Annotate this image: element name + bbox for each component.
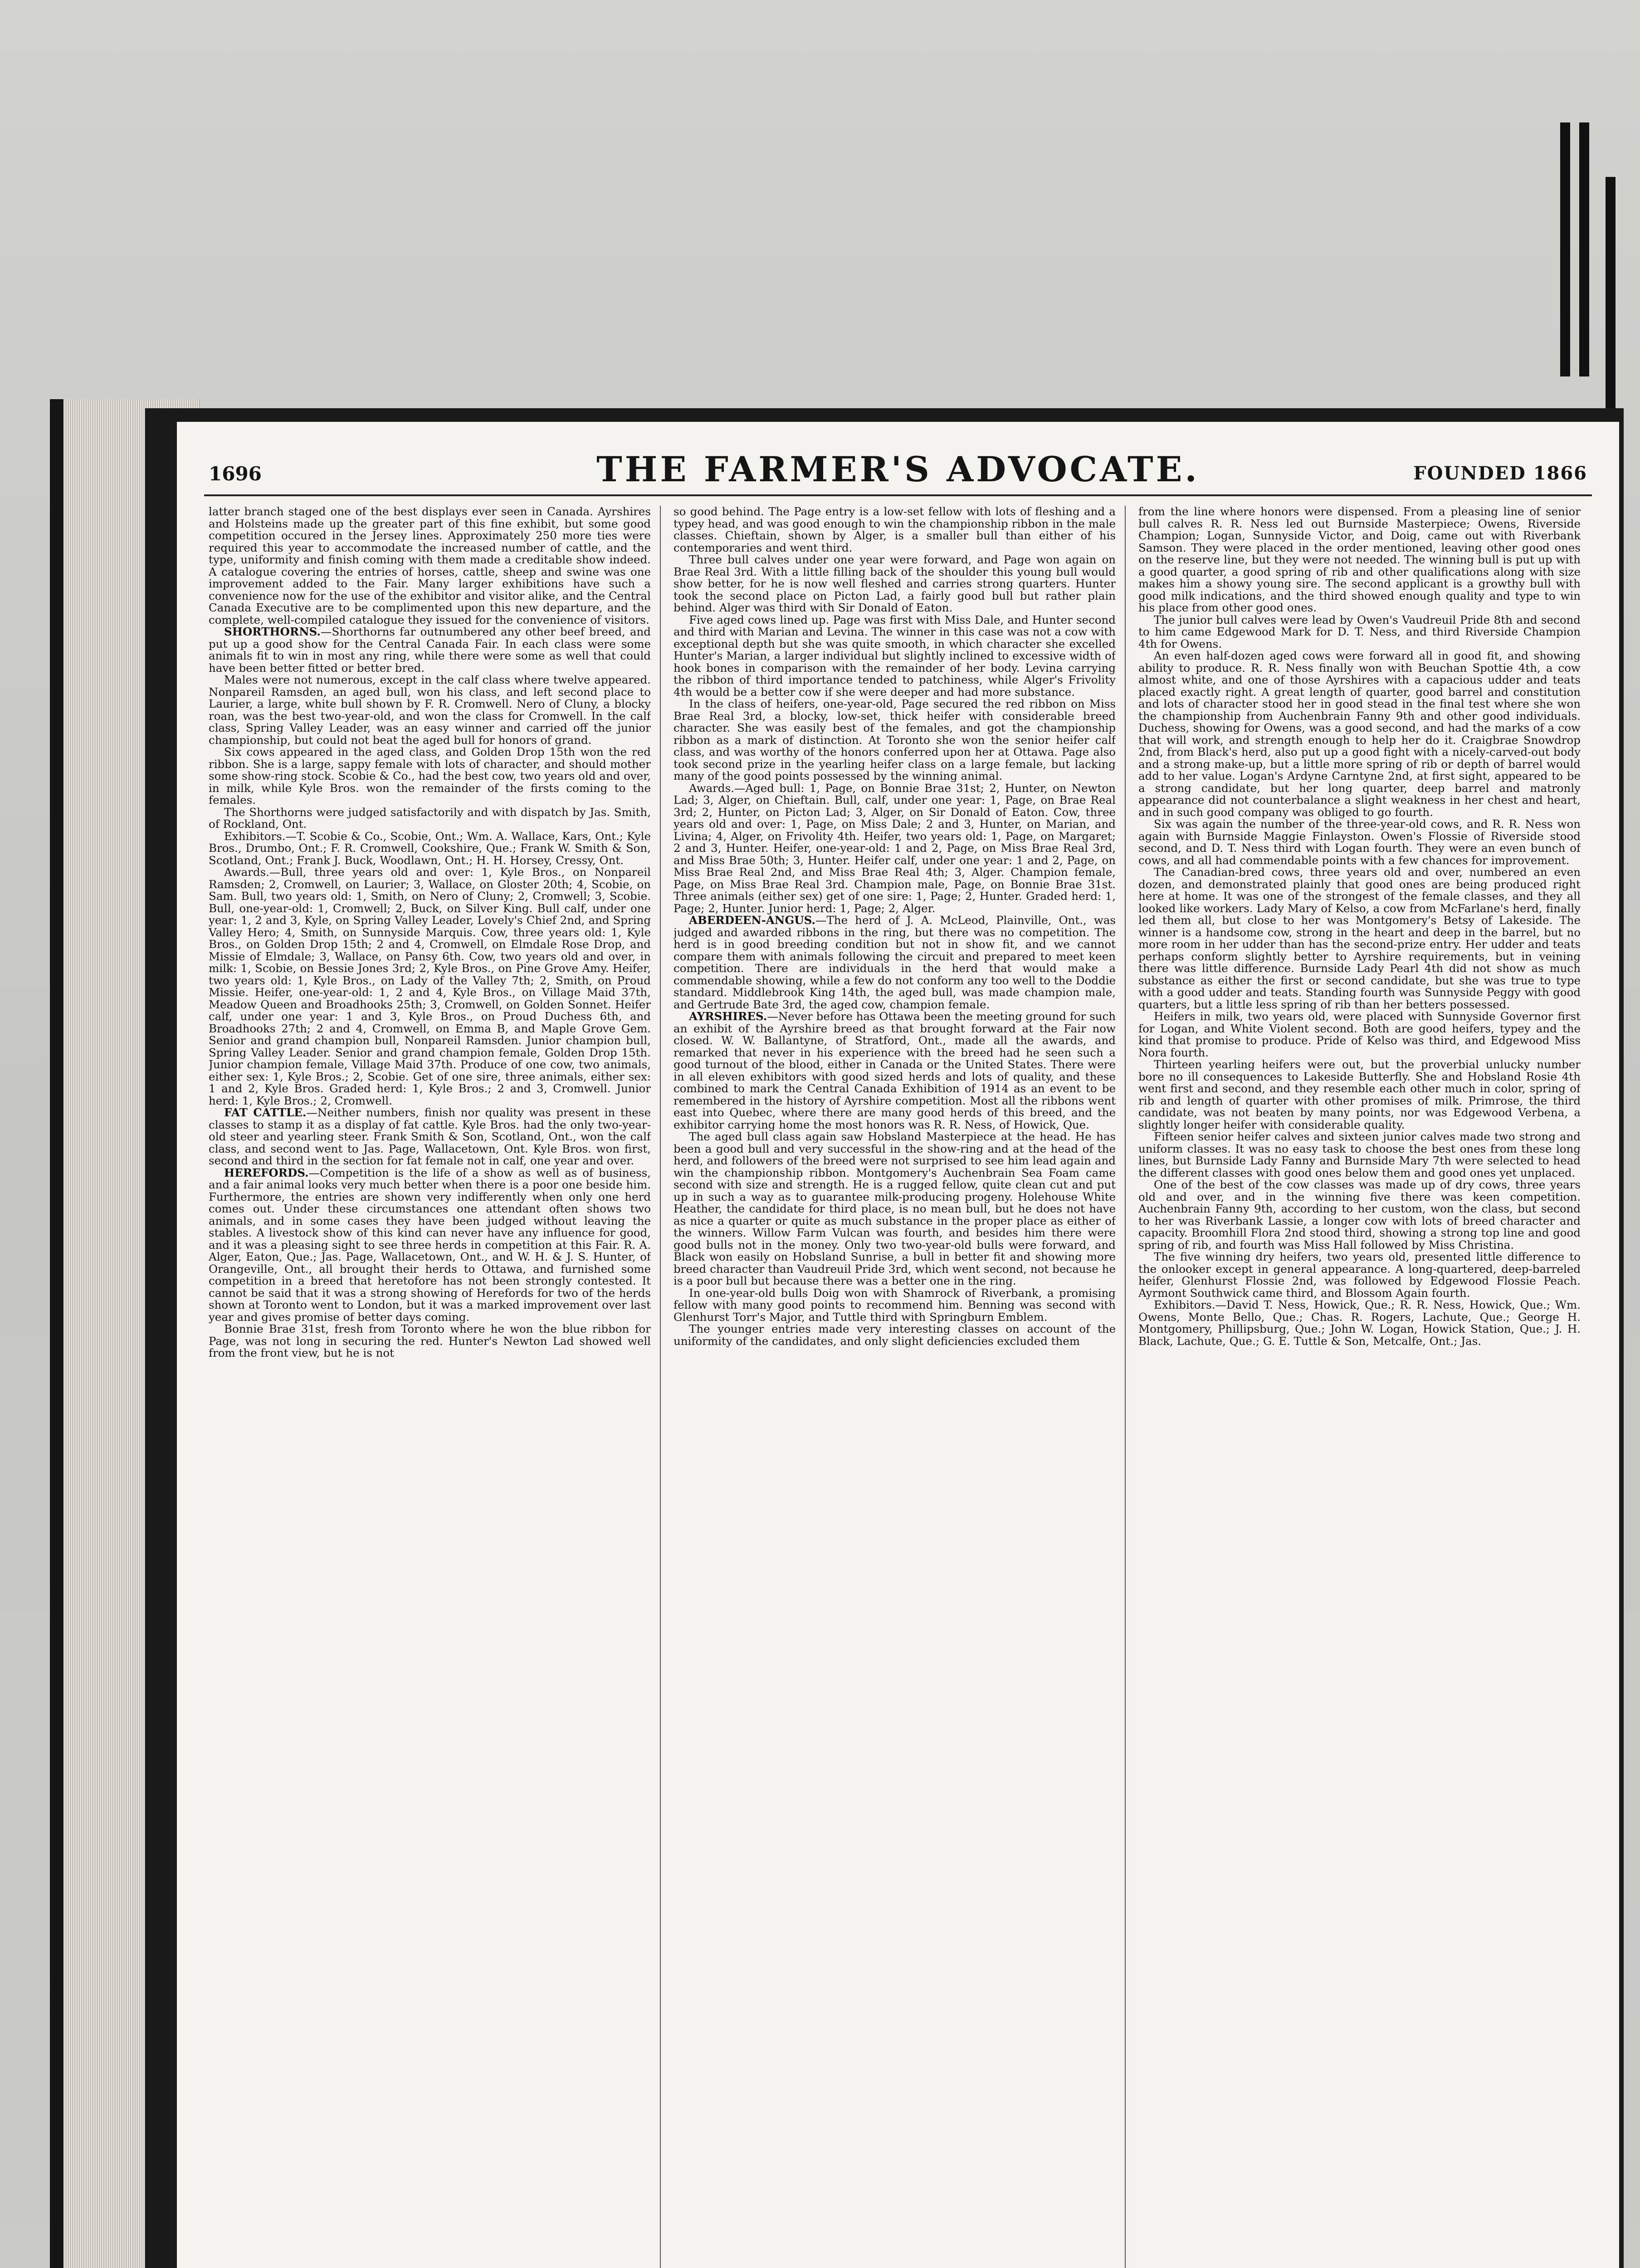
- page-header: [177, 449, 1619, 490]
- founded-note: FOUNDED 1866: [1413, 463, 1587, 484]
- article-column-2: [674, 506, 1116, 2268]
- paragraph-text: —Competition is the life of a show as well as of business, and a fair animal looks very much better when there is a poor one beside him. Furthermore, the entries are shown very indifferently when only one herd comes out. Under these circumstances one attendant often shows two animals, and in some cases they have been judged without leaving the stables. A livestock show of this kind can never have any influence for good, and it was a pleasing sight to see three herds in competition at this Fair. R. A. Alger, Eaton, Que.; Jas. Page, Wallacetown, Ont., and W. H. & J. S. Hunter, of Orangeville, Ont., all brought their herds to Ottawa, and furnished some competition in a breed that heretofore has not been strongly contested. It cannot be said that it was a strong showing of Herefords for two of the herds shown at Toronto went to London, but it was a marked improvement over last year and gives promise of better days coming.: [209, 1166, 651, 1324]
- paragraph-text: The younger entries made very interesting classes on account of the uniformity of the candidates, and only slight deficiencies excluded them: [674, 1322, 1116, 1348]
- section-heading: SHORTHORNS.: [224, 625, 321, 638]
- article-paragraph: [1138, 1011, 1581, 1059]
- column-divider: [660, 506, 661, 2268]
- paragraph-text: —Neither numbers, finish nor quality was present in these classes to stamp it as a display of fat cattle. Kyle Bros. had the only two-year-old steer and yearling steer. Frank Smith & Son, Scotland, Ont., won the calf class, and second went to Jas. Page, Wallacetown, Ont. Kyle Bros. won first, second and third in the section for fat female not in calf, one year and over.: [209, 1106, 651, 1167]
- article-paragraph: [674, 1011, 1116, 1131]
- article-column-3: [1138, 506, 1581, 2268]
- paragraph-text: Awards.—Aged bull: 1, Page, on Bonnie Brae 31st; 2, Hunter, on Newton Lad; 3, Alger, on Chieftain. Bull, calf, under one year: 1, Page, on Brae Real 3rd; 2, Hunter, on Picton Lad; 3, Alger, on Sir Donald of Eaton. Cow, three years old and over: 1, Page, on Miss Dale; 2 and 3, Hunter, on Marian, and Livina; 4, Alger, on Frivolity 4th. Heifer, two years old: 1, Page, on Margaret; 2 and 3, Hunter. Heifer, one-year-old: 1 and 2, Page, on Miss Brae Real 3rd, and Miss Brae 50th; 3, Hunter. Heifer calf, under one year: 1 and 2, Page, on Miss Brae Real 2nd, and Miss Brae Real 4th; 3, Alger. Champion female, Page, on Miss Brae Real 3rd. Champion male, Page, on Bonnie Brae 31st. Three animals (either sex) get of one sire: 1, Page; 2, Hunter. Graded herd: 1, Page; 2, Hunter. Junior herd: 1, Page; 2, Alger.: [674, 781, 1116, 915]
- paragraph-text: Awards.—Bull, three years old and over: 1, Kyle Bros., on Nonpareil Ramsden; 2, Cromwell, on Laurier; 3, Wallace, on Gloster 20th; 4, Scobie, on Sam. Bull, two years old: 1, Smith, on Nero of Cluny; 2, Cromwell; 3, Scobie. Bull, one-year-old: 1, Cromwell; 2, Buck, on Silver King. Bull calf, under one year: 1, 2 and 3, Kyle, on Spring Valley Leader, Lovely's Chief 2nd, and Spring Valley Hero; 4, Smith, on Sunnyside Marquis. Cow, three years old: 1, Kyle Bros., on Golden Drop 15th; 2 and 4, Cromwell, on Elmdale Rose Drop, and Missie of Elmdale; 3, Wallace, on Pansy 6th. Cow, two years old and over, in milk: 1, Scobie, on Bessie Jones 3rd; 2, Kyle Bros., on Pine Grove Amy. Heifer, two years old: 1, Kyle Bros., on Lady of the Valley 7th; 2, Smith, on Proud Missie. Heifer, one-year-old: 1, 2 and 4, Kyle Bros., on Village Maid 37th, Meadow Queen and Broadhooks 25th; 3, Cromwell, on Golden Sonnet. Heifer calf, under one year: 1 and 3, Kyle Bros., on Proud Duchess 6th, and Broadhooks 27th; 2 and 4, Cromwell, on Emma B, and Maple Grove Gem. Senior and grand champion bull, Nonpareil Ramsden. Junior champion bull, Spring Valley Leader. Senior and grand champion female, Golden Drop 15th. Junior champion female, Village Maid 37th. Produce of one cow, two animals, either sex: 1, Kyle Bros.; 2, Scobie. Get of one sire, three animals, either sex: 1 and 2, Kyle Bros. Graded herd: 1, Kyle Bros.; 2 and 3, Cromwell. Junior herd: 1, Kyle Bros.; 2, Cromwell.: [209, 865, 651, 1107]
- article-paragraph: [674, 698, 1116, 782]
- article-paragraph: [1138, 650, 1581, 818]
- scanner-bar: [1579, 122, 1589, 376]
- newspaper-page: [177, 422, 1619, 2268]
- article-paragraph: [674, 614, 1116, 699]
- article-paragraph: [1138, 506, 1581, 614]
- section-heading: HEREFORDS.: [224, 1166, 309, 1179]
- paragraph-text: Exhibitors.—T. Scobie & Co., Scobie, Ont.; Wm. A. Wallace, Kars, Ont.; Kyle Bros., Drumbo, Ont.; F. R. Cromwell, Cookshire, Que.; Frank W. Smith & Son, Scotland, Ont.; Frank J. Buck, Woodlawn, Ont.; H. H. Horsey, Cressy, Ont.: [209, 829, 651, 867]
- paragraph-text: Heifers in milk, two years old, were placed with Sunnyside Governor first for Logan, and White Violent second. Both are good heifers, typey and the kind that promise to produce. Pride of Kelso was third, and Edgewood Miss Nora fourth.: [1138, 1010, 1581, 1059]
- paragraph-text: The five winning dry heifers, two years old, presented little difference to the onlooker except in general appearance. A long-quartered, deep-barreled heifer, Glenhurst Flossie 2nd, was followed by Edgewood Flossie Peach. Ayrmont Southwick came third, and Blossom Again fourth.: [1138, 1250, 1581, 1300]
- paragraph-text: Bonnie Brae 31st, fresh from Toronto where he won the blue ribbon for Page, was not long in securing the red. Hunter's Newton Lad showed well from the front view, but he is not: [209, 1322, 651, 1359]
- article-paragraph: [209, 831, 651, 867]
- paragraph-text: Fifteen senior heifer calves and sixteen junior calves made two strong and uniform classes. It was no easy task to choose the best ones from these long lines, but Burnside Lady Fanny and Burnside Mary 7th were selected to head the different classes with good ones below them and good ones yet unplaced.: [1138, 1130, 1581, 1179]
- paragraph-text: In one-year-old bulls Doig won with Shamrock of Riverbank, a promising fellow with many good points to recommend him. Benning was second with Glenhurst Torr's Major, and Tuttle third with Springburn Emblem.: [674, 1286, 1116, 1324]
- paragraph-text: Thirteen yearling heifers were out, but the proverbial unlucky number bore no ill consequences to Lakeside Butterfly. She and Hobsland Rosie 4th went first and second, and they resemble each other much in color, spring of rib and length of quarter with other promises of milk. Primrose, the third candidate, was not beaten by many points, nor was Edgewood Verbena, a slightly longer heifer with considerable quality.: [1138, 1058, 1581, 1131]
- section-heading: FAT CATTLE.: [224, 1106, 307, 1119]
- article-paragraph: [1138, 1179, 1581, 1251]
- article-paragraph: [209, 626, 651, 674]
- article-paragraph: [1138, 1251, 1581, 1299]
- article-paragraph: [1138, 1131, 1581, 1179]
- article-paragraph: [674, 1131, 1116, 1287]
- article-paragraph: [674, 554, 1116, 614]
- article-column-1: [209, 506, 651, 2268]
- paragraph-text: —Shorthorns far outnumbered any other beef breed, and put up a good show for the Central Canada Fair. In each class were some animals fit to win in most any ring, while there were some as well that could have been better fitted or better bred.: [209, 625, 651, 675]
- article-paragraph: [674, 1287, 1116, 1324]
- paragraph-text: from the line where honors were dispensed. From a pleasing line of senior bull calves R. R. Ness led out Burnside Masterpiece; Owens, Riverside Champion; Logan, Sunnyside Victor, and Doig, came out with Riverbank Samson. They were placed in the order mentioned, leaving other good ones on the reserve line, but they were not needed. The winning bull is put up with a good quarter, a good spring of rib and other qualifications along with size makes him a showy young sire. The second applicant is a growthy bull with good milk indications, and the third showed enough quality and type to win his place from other good ones.: [1138, 506, 1581, 614]
- journal-title: THE FARMER'S ADVOCATE.: [596, 449, 1200, 489]
- paragraph-text: The Shorthorns were judged satisfactorily and with dispatch by Jas. Smith, of Rockland, Ont.: [209, 805, 651, 831]
- article-paragraph: [674, 506, 1116, 554]
- page-number: 1696: [209, 463, 262, 485]
- paragraph-text: Six was again the number of the three-year-old cows, and R. R. Ness won again with Burnside Maggie Finlayston. Owen's Flossie of Riverside stood second, and D. T. Ness third with Logan fourth. They were an even bunch of cows, and all had commendable points with a few chances for improvement.: [1138, 817, 1581, 867]
- paragraph-text: Exhibitors.—David T. Ness, Howick, Que.; R. R. Ness, Howick, Que.; Wm. Owens, Monte Bello, Que.; Chas. R. Rogers, Lachute, Que.; George H. Montgomery, Phillipsburg, Que.; John W. Logan, Howick Station, Que.; J. H. Black, Lachute, Que.; G. E. Tuttle & Son, Metcalfe, Ont.; Jas.: [1138, 1298, 1581, 1348]
- paragraph-text: An even half-dozen aged cows were forward all in good fit, and showing ability to produce. R. R. Ness finally won with Beuchan Spottie 4th, a cow almost white, and one of those Ayrshires with a capacious udder and teats placed exactly right. A great length of quarter, good barrel and constitution and lots of character stood her in good stead in the final test where she won the championship from Auchenbrain Fanny 9th and other good individuals. Duchess, showing for Owens, was a good second, and had the marks of a cow that will work, and strength enough to help her do it. Craigbrae Snowdrop 2nd, from Black's herd, also put up a good fight with a nicely-carved-out body and a strong make-up, but a little more spring of rib or depth of barrel would add to her value. Logan's Ardyne Carntyne 2nd, at first sight, appeared to be a strong candidate, but her long quarter, deep barrel and matronly appearance did not counterbalance a slight weakness in her chest and heart, and in such good company was obliged to go fourth.: [1138, 649, 1581, 819]
- paragraph-text: The junior bull calves were lead by Owen's Vaudreuil Pride 8th and second to him came Edgewood Mark for D. T. Ness, and third Riverside Champion 4th for Owens.: [1138, 613, 1581, 650]
- article-paragraph: [1138, 614, 1581, 650]
- paragraph-text: —The herd of J. A. McLeod, Plainville, Ont., was judged and awarded ribbons in the ring, but there was no competition. The herd is in good breeding condition but not in show fit, and we cannot compare them with animals following the circuit and prepared to meet keen competition. There are individuals in the herd that would make a commendable showing, while a few do not conform any too well to the Doddie standard. Middlebrook King 14th, the aged bull, was made champion male, and Gertrude Bate 3rd, the aged cow, champion female.: [674, 914, 1116, 1011]
- article-paragraph: [1138, 818, 1581, 866]
- article-paragraph: [209, 746, 651, 807]
- article-paragraph: [209, 807, 651, 831]
- article-paragraph: [209, 1323, 651, 1359]
- article-paragraph: [1138, 1059, 1581, 1131]
- article-paragraph: [209, 1107, 651, 1167]
- paragraph-text: Five aged cows lined up. Page was first with Miss Dale, and Hunter second and third with Marian and Levina. The winner in this case was not a cow with exceptional depth but she was quite smooth, in which character she excelled Hunter's Marian, a larger individual but slightly inclined to excessive width of hook bones in comparison with the remainder of her body. Levina carrying the ribbon of third importance tended to patchiness, while Alger's Frivolity 4th would be a better cow if she were deeper and had more substance.: [674, 613, 1116, 699]
- article-paragraph: [674, 914, 1116, 1011]
- paragraph-text: The Canadian-bred cows, three years old and over, numbered an even dozen, and demonstrated plainly that good ones are being produced right here at home. It was one of the strongest of the female classes, and they all looked like workers. Lady Mary of Kelso, a cow from McFarlane's herd, finally led them all, but close to her was Montgomery's Betsy of Lakeside. The winner is a handsome cow, strong in the heart and deep in the barrel, but no more room in her udder than has the second-prize entry. Her udder and teats perhaps conform slightly better to Ayrshire requirements, but in veining there was little difference. Burnside Lady Pearl 4th did not show as much substance as either the first or second candidate, but she was true to type with a good udder and teats. Standing fourth was Sunnyside Peggy with good quarters, but a little less spring of rib than her betters possessed.: [1138, 865, 1581, 1011]
- article-paragraph: [1138, 866, 1581, 1011]
- column-divider: [1125, 506, 1126, 2268]
- article-paragraph: [209, 866, 651, 1107]
- paragraph-text: Three bull calves under one year were forward, and Page won again on Brae Real 3rd. With a little filling back of the shoulder this young bull would show better, for he is now well fleshed and carries strong quarters. Hunter took the second place on Picton Lad, a fairly good bull but rather plain behind. Alger was third with Sir Donald of Eaton.: [674, 553, 1116, 614]
- paragraph-text: The aged bull class again saw Hobsland Masterpiece at the head. He has been a good bull and very successful in the show-ring and at the head of the herd, and followers of the breed were not surprised to see him lead again and win the championship ribbon. Montgomery's Auchenbrain Sea Foam came second with size and strength. He is a rugged fellow, quite clean cut and put up in such a way as to guarantee milk-producing progeny. Holehouse White Heather, the candidate for third place, is no mean bull, but he does not have as nice a quarter or quite as much substance in the proper place as either of the winners. Willow Farm Vulcan was fourth, and besides him there were good bulls not in the money. Only two two-year-old bulls were forward, and Black won easily on Hobsland Sunrise, a bull in better fit and showing more breed character than Vaudreuil Pride 3rd, which went second, not because he is a poor bull but because there was a better one in the ring.: [674, 1130, 1116, 1287]
- section-heading: ABERDEEN-ANGUS.: [689, 914, 815, 927]
- paragraph-text: In the class of heifers, one-year-old, Page secured the red ribbon on Miss Brae Real 3rd, a blocky, low-set, thick heifer with considerable breed character. She was easily best of the females, and got the championship ribbon as a mark of distinction. At Toronto she won the senior heifer calf class, and was worthy of the honors conferred upon her at Ottawa. Page also took second prize in the yearling heifer class on a large female, but lacking many of the good points possessed by the winning animal.: [674, 697, 1116, 782]
- article-paragraph: [209, 1167, 651, 1324]
- scanner-bar: [1560, 122, 1570, 376]
- section-heading: AYRSHIRES.: [689, 1010, 767, 1023]
- paragraph-text: so good behind. The Page entry is a low-set fellow with lots of fleshing and a typey head, and was good enough to win the championship ribbon in the male classes. Chieftain, shown by Alger, is a smaller bull than either of his contemporaries and went third.: [674, 506, 1116, 554]
- article-paragraph: [674, 782, 1116, 915]
- article-paragraph: [1138, 1299, 1581, 1347]
- paragraph-text: latter branch staged one of the best displays ever seen in Canada. Ayrshires and Holsteins made up the greater part of this fine exhibit, but some good competition occured in the Jersey lines. Approximately 250 more ties were required this year to accommodate the increased number of cattle, and the type, uniformity and finish coming with them made a creditable show indeed. A catalogue covering the entries of horses, cattle, sheep and swine was one improvement added to the Fair. Many larger exhibitions have such a convenience now for the use of the exhibitor and visitor alike, and the Central Canada Executive are to be complimented upon this new departure, and the complete, well-compiled catalogue they issued for the convenience of visitors.: [209, 506, 651, 626]
- paragraph-text: One of the best of the cow classes was made up of dry cows, three years old and over, and in the winning five there was keen competition. Auchenbrain Fanny 9th, according to her custom, won the class, but second to her was Riverbank Lassie, a longer cow with lots of breed character and capacity. Broomhill Flora 2nd stood third, showing a strong top line and good spring of rib, and fourth was Miss Hall followed by Miss Christina.: [1138, 1178, 1581, 1251]
- paragraph-text: Six cows appeared in the aged class, and Golden Drop 15th won the red ribbon. She is a large, sappy female with lots of character, and should mother some show-ring stock. Scobie & Co., had the best cow, two years old and over, in milk, while Kyle Bros. won the remainder of the firsts coming to the females.: [209, 745, 651, 807]
- header-rule: [204, 494, 1592, 496]
- article-paragraph: [674, 1323, 1116, 1347]
- article-paragraph: [209, 674, 651, 746]
- paragraph-text: Males were not numerous, except in the calf class where twelve appeared. Nonpareil Ramsden, an aged bull, won his class, and left second place to Laurier, a large, white bull shown by F. R. Cromwell. Nero of Cluny, a blocky roan, was the best two-year-old, and won the class for Cromwell. In the calf class, Spring Valley Leader, was an easy winner and carried off the junior championship, but could not beat the aged bull for honors of grand.: [209, 673, 651, 747]
- paragraph-text: —Never before has Ottawa been the meeting ground for such an exhibit of the Ayrshire breed as that brought forward at the Fair now closed. W. W. Ballantyne, of Stratford, Ont., made all the awards, and remarked that never in his experience with the breed had he seen such a good turnout of the blood, either in Canada or the United States. There were in all eleven exhibitors with good sized herds and lots of quality, and these combined to mark the Central Canada Exhibition of 1914 as an event to be remembered in the history of Ayrshire competition. Most all the ribbons went east into Quebec, where there are many good herds of this breed, and the exhibitor carrying home the most honors was R. R. Ness, of Howick, Que.: [674, 1010, 1116, 1131]
- article-paragraph: [209, 506, 651, 626]
